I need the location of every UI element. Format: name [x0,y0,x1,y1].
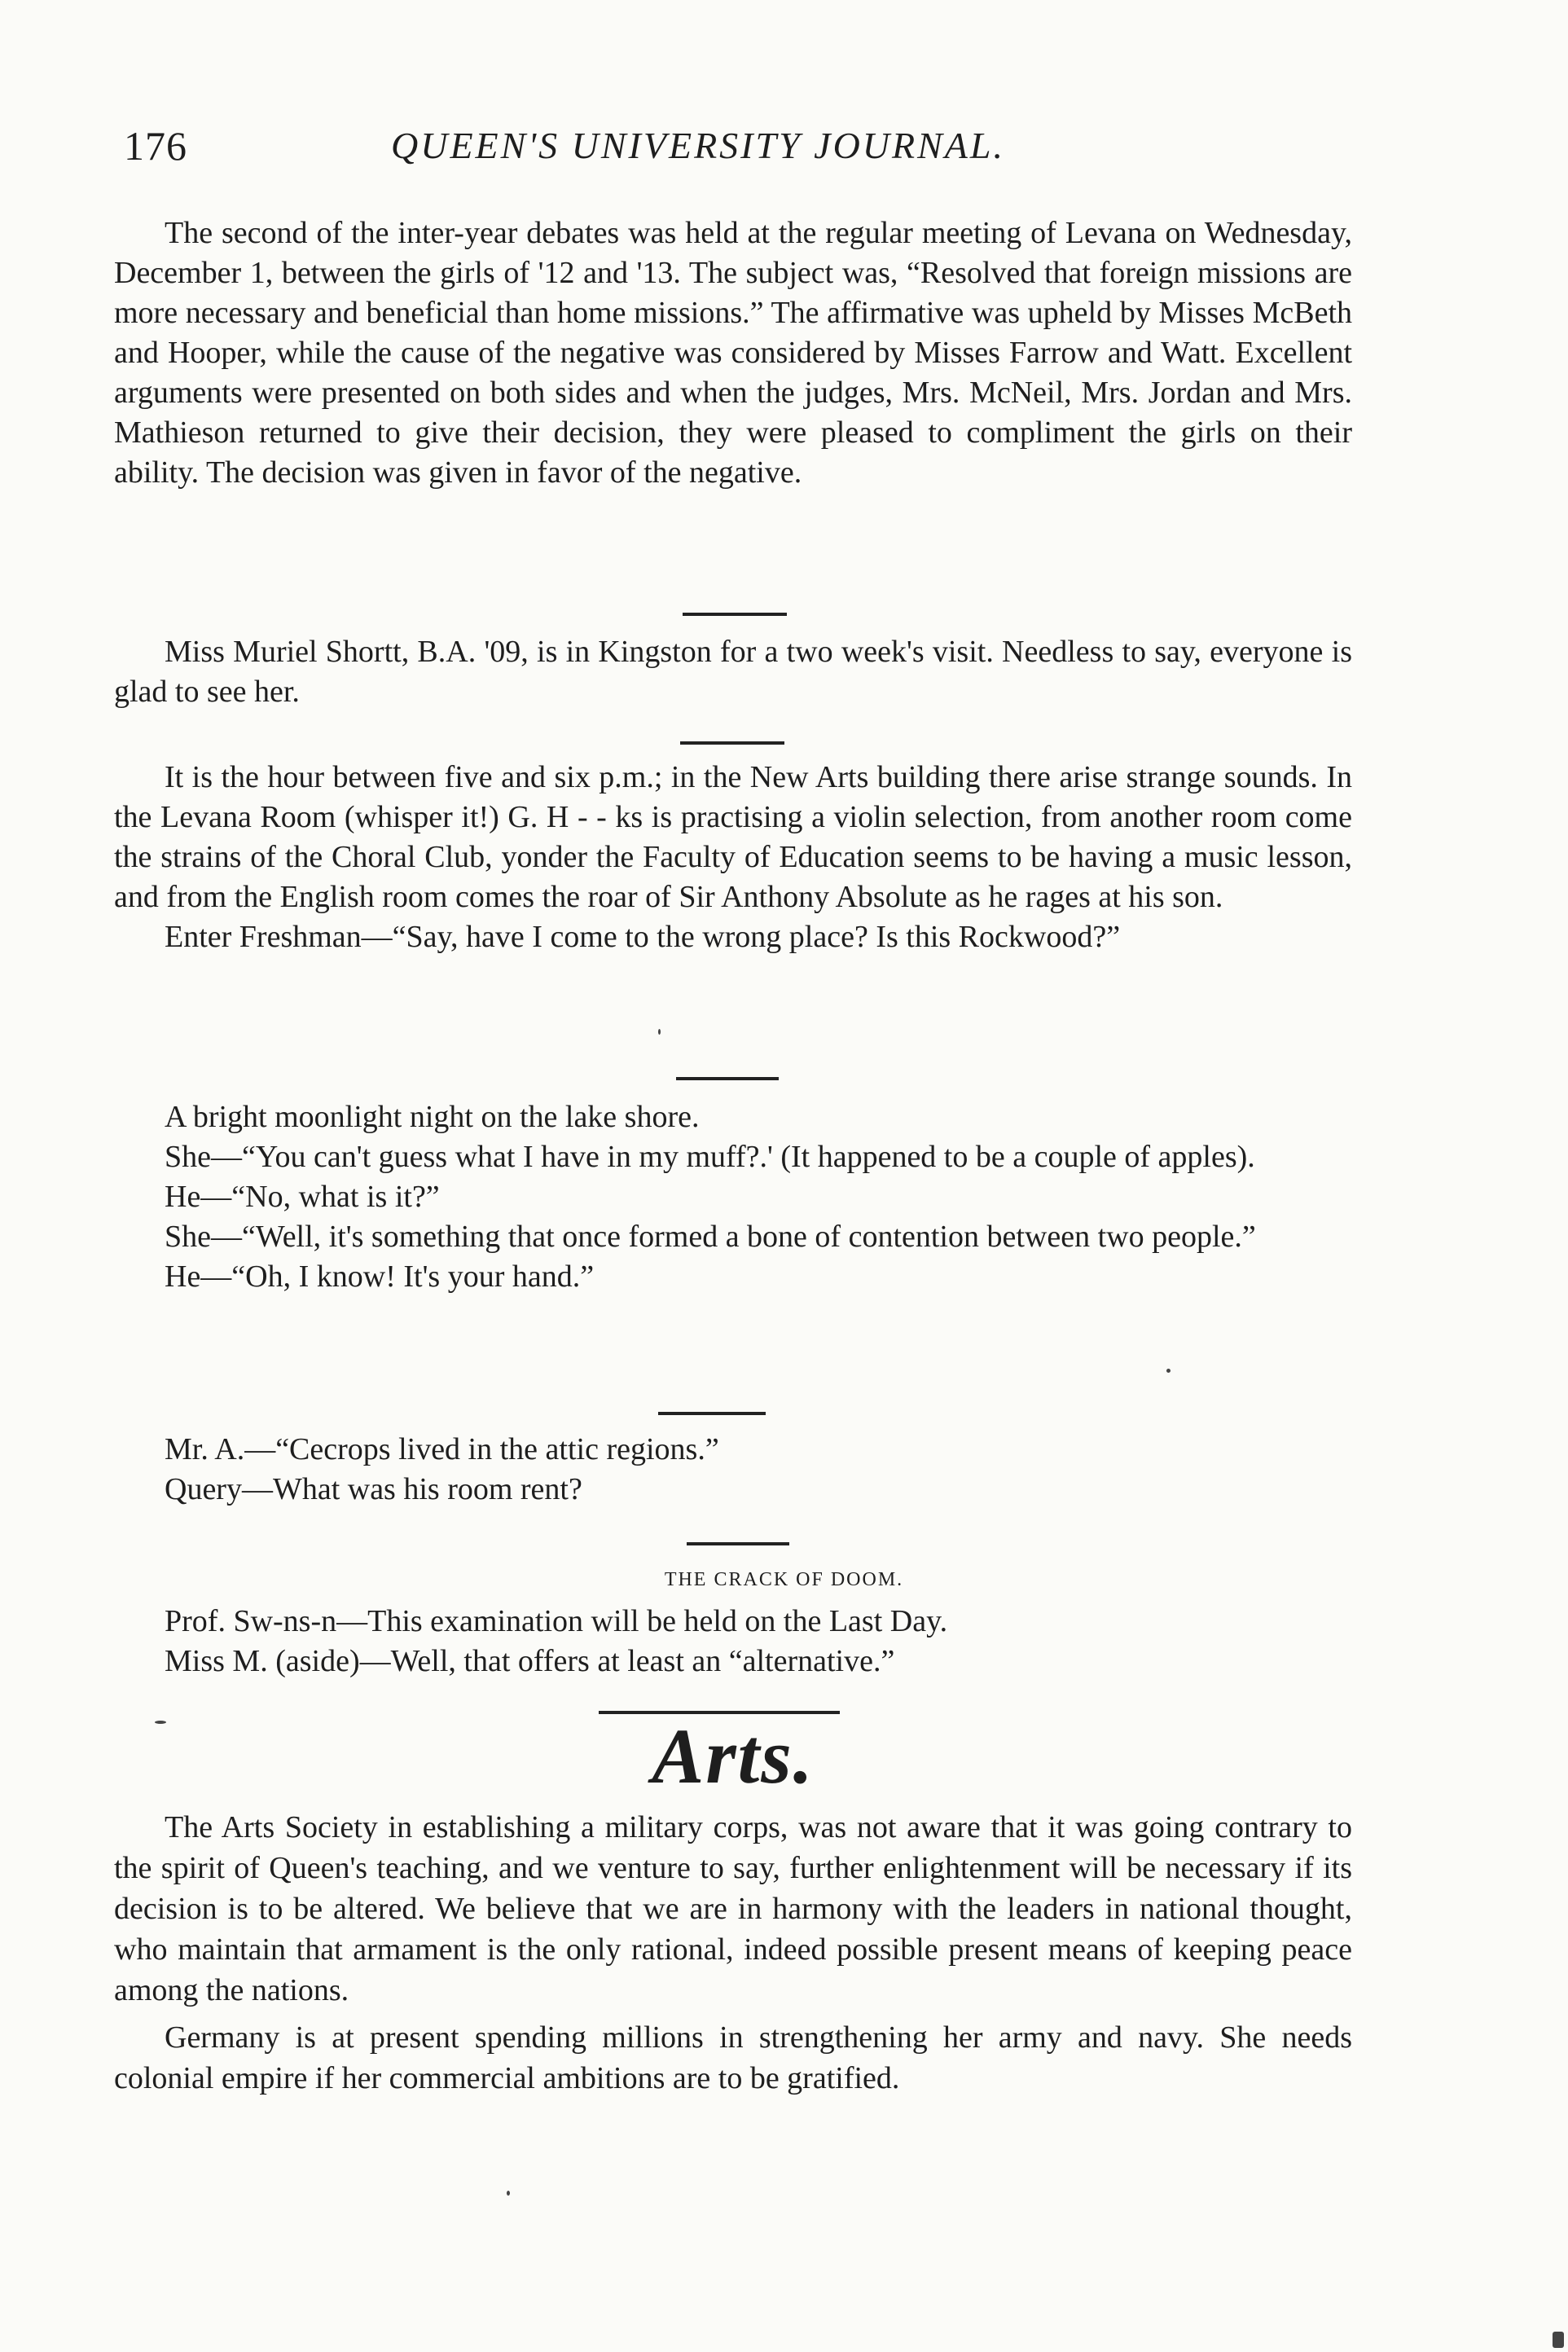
journal-title: QUEEN'S UNIVERSITY JOURNAL. [391,125,1005,166]
ink-speck [1166,1369,1171,1373]
crack-of-doom-caption: THE CRACK OF DOOM. [664,1569,904,1590]
page-header [114,122,1385,179]
moonlight-line: She—“Well, it's something that once formed a bone of contention between two people.” [165,1220,1256,1254]
separator-rule [683,613,787,616]
cecrops-line: Mr. A.—“Cecrops lived in the attic regions.” [165,1432,719,1466]
ink-speck [155,1721,166,1724]
page-corner-mark [1553,2332,1564,2348]
moonlight-line: He—“Oh, I know! It's your hand.” [165,1260,595,1294]
separator-rule [680,741,784,745]
moonlight-block [114,1097,1352,1297]
arts-section-body [114,1807,1352,2099]
debate-paragraph: The second of the inter-year debates was held at the regular meeting of Levana on Wednesday, December 1, between the girls of '12 and '13. The subject was, “Resolved that foreign missions are more necessary and beneficial than home missions.” The affirmative was upheld by Misses McBeth and Hooper, while the cause of the negative was considered by Misses Farrow and Watt. Excellent arguments were presented on both sides and when the judges, Mrs. McNeil, Mrs. Jordan and Mrs. Mathieson returned to give their decision, they were pleased to compliment the girls on their ability. The decision was given in favor of the negative. [114,216,1352,490]
cecrops-line: Query—What was his room rent? [165,1472,582,1506]
sounds-paragraph-block [114,758,1352,957]
debate-paragraph-block [114,213,1352,493]
moonlight-line: She—“You can't guess what I have in my muff?.' (It happened to be a couple of apples). [165,1140,1255,1174]
moonlight-line: He—“No, what is it?” [165,1180,440,1214]
separator-rule [658,1412,766,1415]
ink-speck [658,1029,661,1035]
separator-rule [676,1077,779,1080]
arts-paragraph: Germany is at present spending millions in strengthening her army and navy. She needs colonial empire if her commercial ambitions are to be gratified. [114,2020,1352,2095]
arts-paragraph: The Arts Society in establishing a military corps, was not aware that it was going contrary to the spirit of Queen's teaching, and we venture to say, further enlightenment will be necessary if its decision is to be altered. We believe that we are in harmony with the leaders in national thought, who maintain that armament is the only rational, indeed possible present means of keeping peace among the nations. [114,1810,1352,2007]
visit-paragraph-block [114,632,1352,712]
ink-speck [507,2191,510,2196]
separator-rule [687,1542,789,1545]
doom-line: Prof. Sw-ns-n—This examination will be held on the Last Day. [165,1604,948,1638]
doom-line: Miss M. (aside)—Well, that offers at least an “alternative.” [165,1644,895,1678]
cecrops-block [114,1430,1352,1510]
page-number: 176 [124,123,187,169]
doom-block [114,1602,1352,1682]
moonlight-line: A bright moonlight night on the lake shore. [165,1100,700,1134]
visit-paragraph: Miss Muriel Shortt, B.A. '09, is in Kingston for a two week's visit. Needless to say, everyone is glad to see her. [114,635,1352,709]
sounds-paragraph: It is the hour between five and six p.m.; in the New Arts building there arise strange sounds. In the Levana Room (whisper it!) G. H - - ks is practising a violin selection, from another room come the strains of the Choral Club, yonder the Faculty of Education seems to be having a music lesson, and from the English room comes the roar of Sir Anthony Absolute as he rages at his son. [114,760,1352,914]
freshman-paragraph: Enter Freshman—“Say, have I come to the wrong place? Is this Rockwood?” [165,920,1121,954]
arts-section-heading: Arts. [652,1712,815,1800]
